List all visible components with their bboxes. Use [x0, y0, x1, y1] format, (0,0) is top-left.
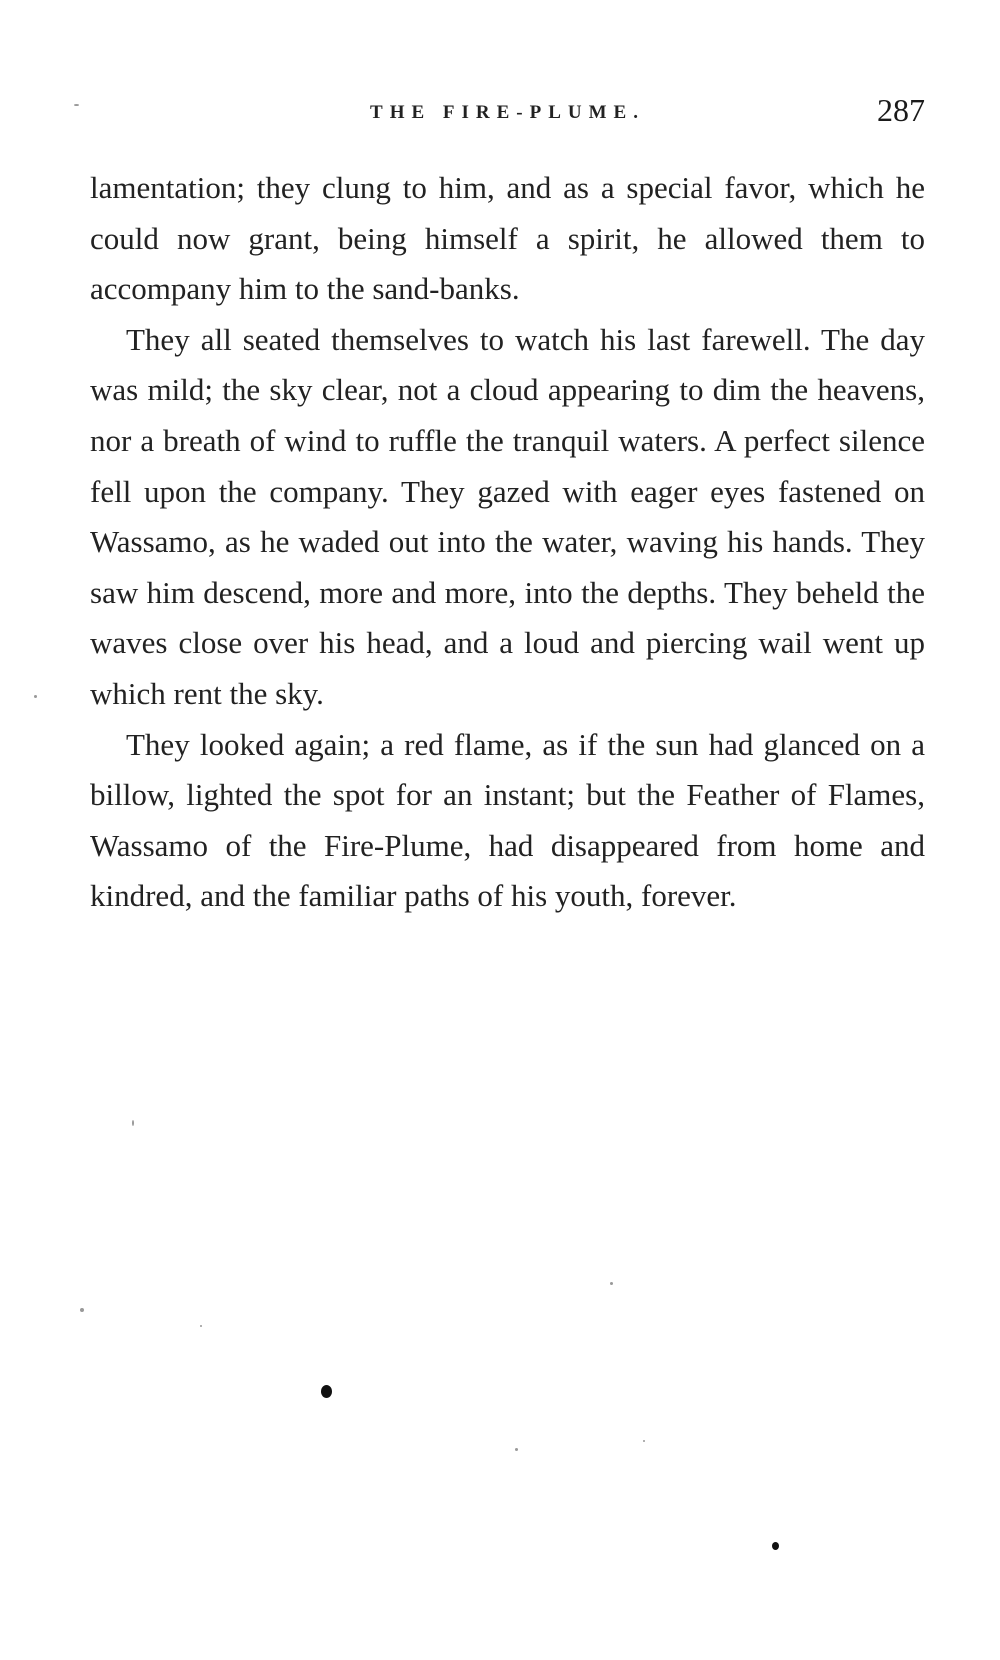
paper-speck: [610, 1282, 613, 1285]
paper-speck: [80, 1308, 84, 1312]
paper-speck: [132, 1120, 134, 1126]
body-text: [90, 163, 925, 922]
page-number: 287: [877, 92, 925, 128]
ink-blot: [772, 1542, 779, 1550]
paragraph-1: lamentation; they clung to him, and as a special favor, which he could now grant, being himself a spirit, he allowed them to accompany him to the sand-banks.: [90, 170, 925, 307]
running-title: THE FIRE-PLUME.: [370, 102, 645, 123]
running-head: [90, 92, 925, 132]
paper-speck: [34, 695, 37, 698]
ink-blot: [321, 1385, 332, 1398]
paper-speck: [643, 1440, 645, 1442]
paper-speck: [200, 1325, 202, 1327]
paper-speck: [74, 104, 79, 106]
paragraph-2: They all seated themselves to watch his last farewell. The day was mild; the sky clear, not a cloud appearing to dim the heavens, nor a breath of wind to ruffle the tranquil waters. A perfect silence fell upon the company. They gazed with eager eyes fastened on Wassamo, as he waded out into the water, waving his hands. They saw him descend, more and more, into the depths. They beheld the waves close over his head, and a loud and piercing wail went up which rent the sky.: [90, 321, 925, 711]
paragraph-3: They looked again; a red flame, as if the sun had glanced on a billow, lighted the spot for an instant; but the Feather of Flames, Wassamo of the Fire-Plume, had disappeared from home and kindred, and the familiar paths of his youth, forever.: [90, 726, 925, 914]
paper-speck: [515, 1448, 518, 1451]
